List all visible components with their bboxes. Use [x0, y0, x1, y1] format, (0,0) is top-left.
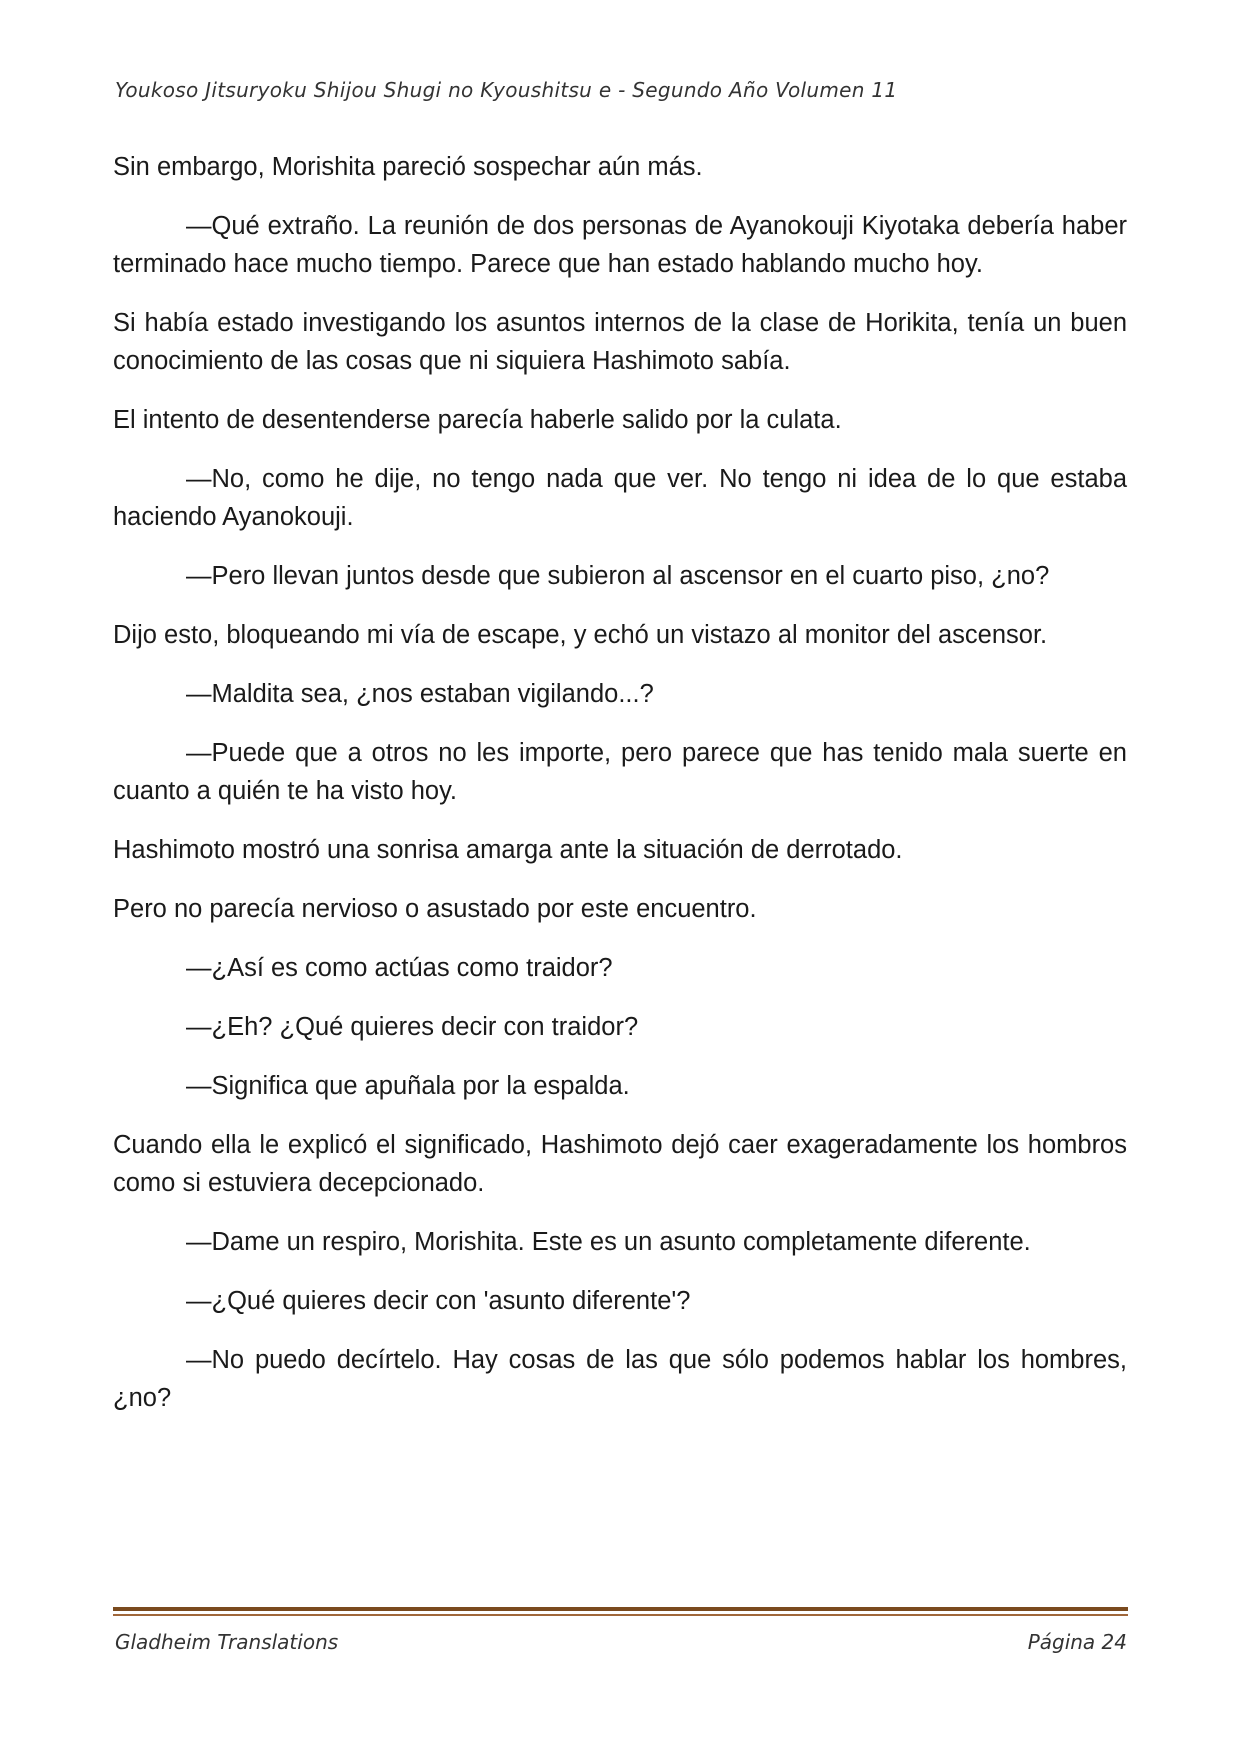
footer-divider-secondary — [113, 1614, 1128, 1616]
page-number: Página 24 — [1027, 1630, 1127, 1654]
paragraph: El intento de desentenderse parecía haberle salido por la culata. — [113, 406, 842, 434]
dialogue-paragraph: —Dame un respiro, Morishita. Este es un asunto completamente diferente. — [186, 1228, 1031, 1256]
dialogue-paragraph: —Qué extraño. La reunión de dos personas de Ayanokouji Kiyotaka debería haber terminado hace mucho tiempo. Parece que han estado hablando mucho hoy. — [113, 212, 1127, 278]
dialogue-paragraph: —Pero llevan juntos desde que subieron al ascensor en el cuarto piso, ¿no? — [186, 562, 1050, 590]
dialogue-paragraph: —¿Qué quieres decir con 'asunto diferente'? — [186, 1287, 691, 1315]
dialogue-paragraph: —Significa que apuñala por la espalda. — [186, 1072, 630, 1100]
dialogue-paragraph: —Puede que a otros no les importe, pero parece que has tenido mala suerte en cuanto a quién te ha visto hoy. — [113, 739, 1127, 805]
footer-translator: Gladheim Translations — [115, 1630, 339, 1654]
paragraph: Sin embargo, Morishita pareció sospechar aún más. — [113, 153, 703, 181]
page-body — [113, 148, 1127, 1438]
paragraph: Si había estado investigando los asuntos internos de la clase de Horikita, tenía un buen conocimiento de las cosas que ni siquiera Hashimoto sabía. — [113, 309, 1127, 375]
dialogue-paragraph: —Maldita sea, ¿nos estaban vigilando...? — [186, 680, 654, 708]
dialogue-paragraph: —No, como he dije, no tengo nada que ver. No tengo ni idea de lo que estaba haciendo Ayanokouji. — [113, 465, 1127, 531]
paragraph: Cuando ella le explicó el significado, Hashimoto dejó caer exageradamente los hombros como si estuviera decepcionado. — [113, 1131, 1127, 1197]
paragraph: Pero no parecía nervioso o asustado por este encuentro. — [113, 895, 757, 923]
dialogue-paragraph: —¿Eh? ¿Qué quieres decir con traidor? — [186, 1013, 639, 1041]
running-header: Youkoso Jitsuryoku Shijou Shugi no Kyoushitsu e - Segundo Año Volumen 11 — [115, 78, 898, 102]
dialogue-paragraph: —¿Así es como actúas como traidor? — [186, 954, 613, 982]
paragraph: Dijo esto, bloqueando mi vía de escape, y echó un vistazo al monitor del ascensor. — [113, 621, 1048, 649]
footer-divider — [113, 1607, 1128, 1611]
paragraph: Hashimoto mostró una sonrisa amarga ante la situación de derrotado. — [113, 836, 903, 864]
dialogue-paragraph: —No puedo decírtelo. Hay cosas de las que sólo podemos hablar los hombres, ¿no? — [113, 1346, 1127, 1412]
